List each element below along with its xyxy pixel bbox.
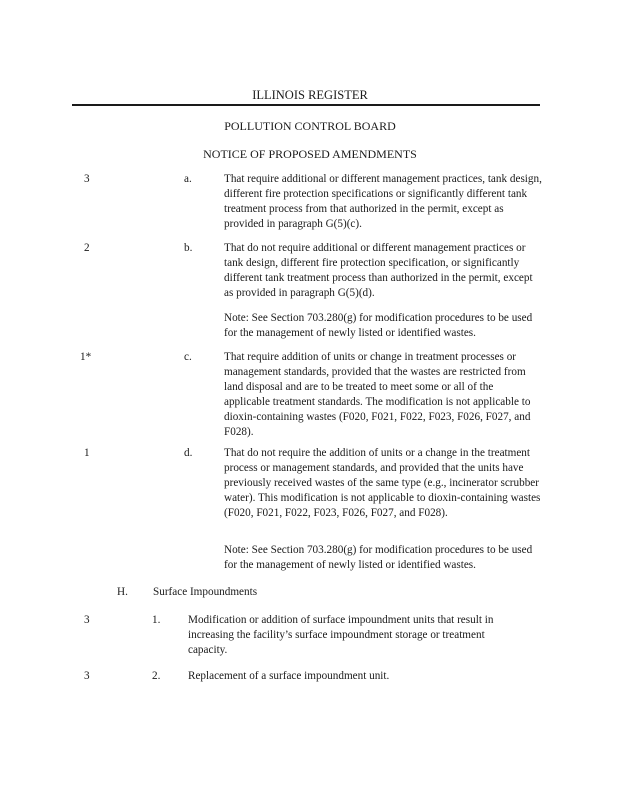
item-letter: d. xyxy=(184,447,193,459)
item-text: That require addition of units or change in treatment processes or management standards, provided that the wastes are restricted from land disposal and are to be treated to meet some or all of the applicable treatment standards. The modification is not applicable to dioxin-containing wastes (F020, F021, F022, F023, F026, F027, and F028). xyxy=(224,351,531,438)
class-tier: 2 xyxy=(84,242,90,254)
item-letter: c. xyxy=(184,351,192,363)
item-text: That do not require additional or different management practices or tank design, different fire protection specification, or significantly different tank treatment process than authorized in the permit, except as provided in paragraph G(5)(d). xyxy=(224,242,533,299)
notice-title: NOTICE OF PROPOSED AMENDMENTS xyxy=(203,147,417,161)
item-note: Note: See Section 703.280(g) for modification procedures to be used for the management of newly listed or identified wastes. xyxy=(224,312,533,339)
item-number: 2. xyxy=(152,670,161,682)
board-name: POLLUTION CONTROL BOARD xyxy=(224,119,396,133)
item-text: Modification or addition of surface impoundment units that result in increasing the facility’s surface impoundment storage or treatment capacity. xyxy=(188,614,494,656)
class-tier: 3 xyxy=(84,670,90,682)
item-note: Note: See Section 703.280(g) for modification procedures to be used for the management of newly listed or identified wastes. xyxy=(224,544,533,571)
class-tier: 3 xyxy=(84,173,90,185)
item-letter: a. xyxy=(184,173,192,185)
section-title: Surface Impoundments xyxy=(153,586,258,598)
section-numeral: H. xyxy=(117,586,128,598)
class-tier: 1 xyxy=(84,447,90,459)
item-text: That require additional or different management practices, tank design, different fire protection specifications or significantly different tank treatment process from that authorized in the permit, except as provided in paragraph G(5)(c). xyxy=(224,173,542,230)
item-number: 1. xyxy=(152,614,161,626)
item-text: That do not require the addition of units or a change in the treatment process or management standards, and provided that the units have previously received wastes of the same type (e.g., incinerator scrubber water). This modification is not applicable to dioxin-containing wastes (F020, F021, F022, F023, F026, F027, and F028). xyxy=(224,447,541,519)
item-letter: b. xyxy=(184,242,193,254)
class-tier: 3 xyxy=(84,614,90,626)
class-tier: 1* xyxy=(80,351,92,363)
register-title: ILLINOIS REGISTER xyxy=(252,88,368,102)
item-text: Replacement of a surface impoundment unit. xyxy=(188,670,390,682)
header-rule xyxy=(72,104,540,106)
